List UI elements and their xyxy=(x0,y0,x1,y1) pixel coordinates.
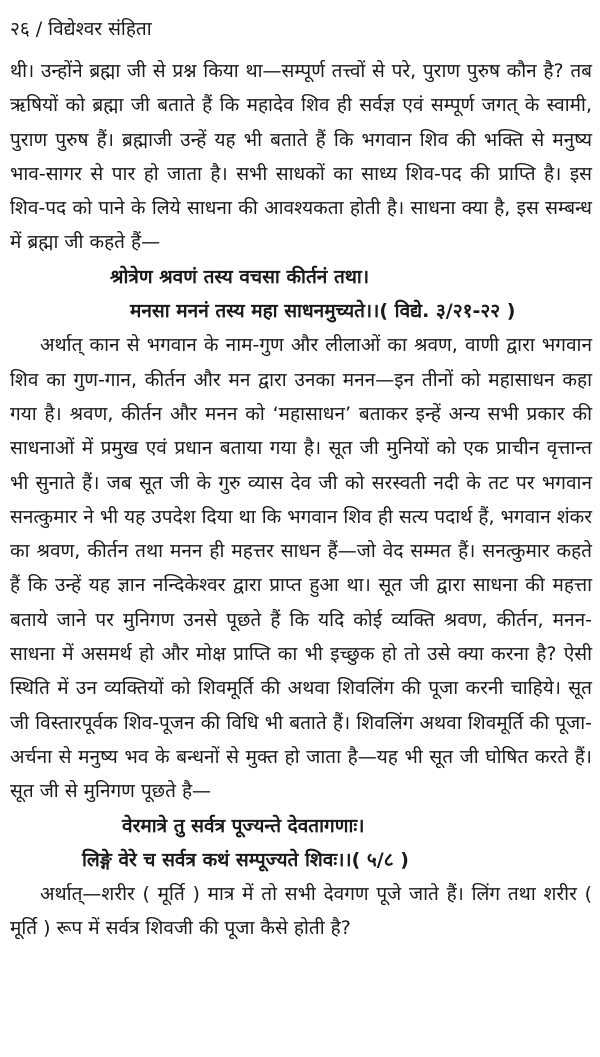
verse-2-line-1 xyxy=(10,809,592,843)
running-header xyxy=(10,12,592,46)
verse-2-text-2: लिङ्गे वेरे च सर्वत्र कथं सम्पूज्यते शिवः।। xyxy=(82,848,352,871)
verse-1-reference: ( विद्ये. ३/२१-२२ ) xyxy=(379,300,516,323)
body-paragraph-1: थी। उन्होंने ब्रह्मा जी से प्रश्न किया था—सम्पूर्ण तत्त्वों से परे, पुराण पुरुष कौन है? तब ऋषियों को ब्रह्मा जी बताते हैं कि महादेव शिव ही सर्वज्ञ एवं सम्पूर्ण जगत् के स्वामी, पुराण पुरुष हैं। ब्रह्माजी उन्हें यह भी बताते हैं कि भगवान शिव की भक्ति से मनुष्य भाव-सागर से पार हो जाता है। सभी साधकों का साध्य शिव-पद की प्राप्ति है। इस शिव-पद को पाने के लिये साधना की आवश्यकता होती है। साधना क्या है, इस सम्बन्ध में ब्रह्मा जी कहते हैं— xyxy=(10,60,592,254)
body-paragraph-2: अर्थात् कान से भगवान के नाम-गुण और लीलाओं का श्रवण, वाणी द्वारा भगवान शिव का गुण-गान, कीर्तन और मन द्वारा उनका मनन—इन तीनों को महासाधन कहा गया है। श्रवण, कीर्तन और मनन को ‘महासाधन’ बताकर इन्हें अन्य सभी प्रकार की साधनाओं में प्रमुख एवं प्रधान बताया गया है। सूत जी मुनियों को एक प्राचीन वृत्तान्त भी सुनाते हैं। जब सूत जी के गुरु व्यास देव जी को सरस्वती नदी के तट पर भगवान सनत्कुमार ने भी यह उपदेश दिया था कि भगवान शिव ही सत्य पदार्थ हैं, भगवान शंकर का श्रवण, कीर्तन तथा मनन ही महत्तर साधन हैं—जो वेद सम्मत हैं। सनत्कुमार कहते हैं कि उन्हें यह ज्ञान नन्दिकेश्वर द्वारा प्राप्त हुआ था। सूत जी द्वारा साधना की महत्ता बताये जाने पर मुनिगण उनसे पूछते हैं कि यदि कोई व्यक्ति श्रवण, कीर्तन, मनन-साधना में असमर्थ हो और मोक्ष प्राप्ति का भी इच्छुक हो तो उसे क्या करना है? ऐसी स्थिति में उन व्यक्तियों को शिवमूर्ति की अथवा शिवलिंग की पूजा करनी चाहिये। सूत जी विस्तारपूर्वक शिव-पूजन की विधि भी बताते हैं। शिवलिंग अथवा शिवमूर्ति की पूजा-अर्चना से मनुष्य भव के बन्धनों से मुक्त हो जाता है—यह भी सूत जी घोषित करते हैं। सूत जी से मुनिगण पूछते है— xyxy=(10,334,592,803)
body-paragraph-3: अर्थात्—शरीर ( मूर्ति ) मात्र में तो सभी देवगण पूजे जाते हैं। लिंग तथा शरीर ( मूर्ति ) रूप में सर्वत्र शिवजी की पूजा कैसे होती है? xyxy=(10,883,592,940)
verse-2-line-2 xyxy=(10,843,592,877)
page-number: २६ xyxy=(10,18,30,40)
verse-1-text-2: मनसा मननं तस्य महा साधनमुच्यते।। xyxy=(130,300,380,323)
verse-2-reference: ( ५/८ ) xyxy=(351,848,409,871)
header-separator: / xyxy=(35,18,43,40)
verse-1-line-2 xyxy=(10,294,592,328)
verse-1-line-1 xyxy=(10,260,592,294)
book-title: विद्येश्वर संहिता xyxy=(48,18,152,40)
verse-2-text-1: वेरमात्रे तु सर्वत्र पूज्यन्ते देवतागणाः। xyxy=(122,814,365,837)
verse-1-text-1: श्रोत्रेण श्रवणं तस्य वचसा कीर्तनं तथा। xyxy=(110,265,370,288)
